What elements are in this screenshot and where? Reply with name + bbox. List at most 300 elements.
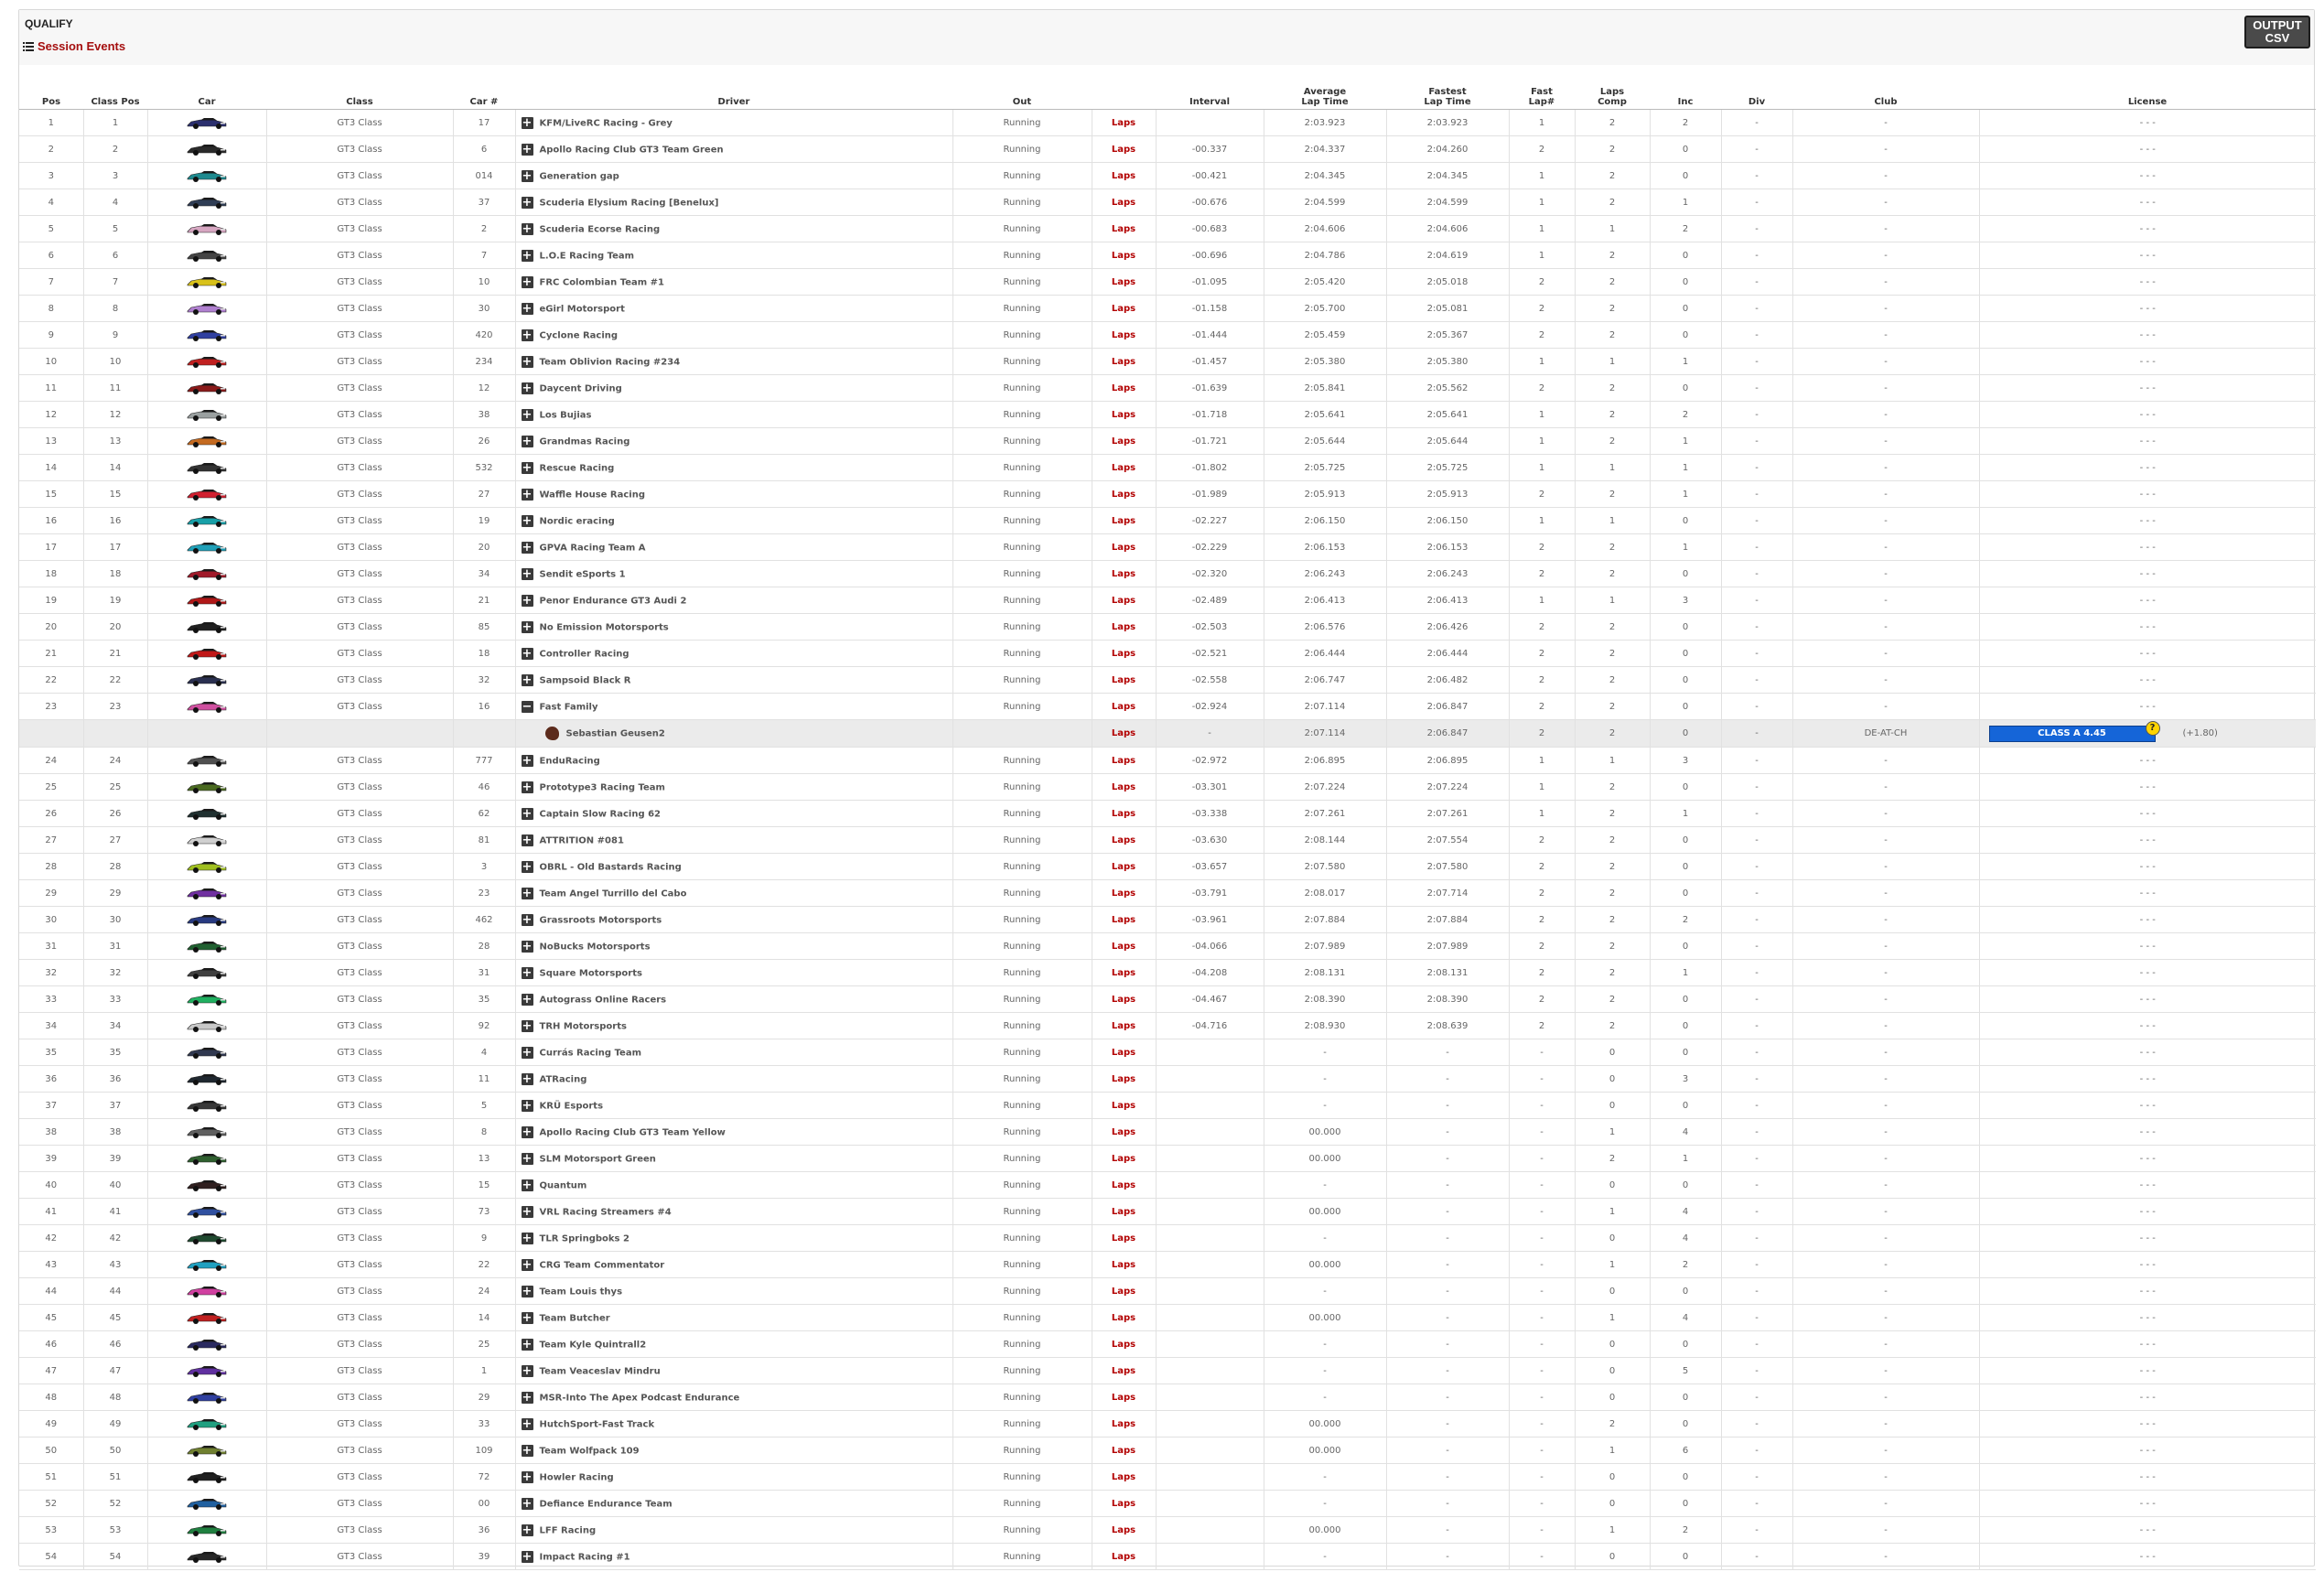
expand-icon[interactable]: +	[522, 1071, 533, 1086]
laps-completed-cell: 2	[1575, 1411, 1650, 1437]
fastest-lap-time-cell: 2:04.599	[1386, 189, 1509, 216]
expand-icon[interactable]: +	[522, 168, 533, 183]
expand-icon[interactable]: +	[522, 1231, 533, 1245]
class-position-cell: 29	[83, 880, 147, 907]
out-cell: Running	[952, 1066, 1092, 1093]
laps-link[interactable]: Laps	[1092, 1384, 1156, 1411]
laps-link[interactable]: Laps	[1092, 667, 1156, 694]
team-name: TLR Springboks 2	[539, 1233, 629, 1244]
expand-icon[interactable]: +	[522, 407, 533, 422]
laps-link[interactable]: Laps	[1092, 508, 1156, 534]
position-cell: 40	[19, 1172, 83, 1199]
average-lap-time-cell: 00.000	[1264, 1305, 1386, 1331]
license-cell: - - -	[1979, 402, 2316, 428]
output-csv-button[interactable]	[2244, 16, 2310, 48]
laps-link[interactable]: Laps	[1092, 269, 1156, 296]
laps-link[interactable]: Laps	[1092, 1252, 1156, 1278]
expand-icon[interactable]: +	[522, 115, 533, 130]
license-cell: - - -	[1979, 428, 2316, 455]
class-cell: GT3 Class	[266, 561, 453, 587]
laps-link[interactable]: Laps	[1092, 694, 1156, 720]
team-name: Captain Slow Racing 62	[539, 809, 661, 819]
fast-lap-number-cell: 2	[1509, 641, 1575, 667]
laps-completed-cell: 2	[1575, 880, 1650, 907]
laps-link[interactable]: Laps	[1092, 1358, 1156, 1384]
table-row	[19, 269, 2316, 296]
laps-completed-cell: 2	[1575, 1013, 1650, 1039]
average-lap-time-cell: 2:03.923	[1264, 110, 1386, 136]
car-livery-icon	[186, 1311, 228, 1325]
class-position-cell: 1	[83, 110, 147, 136]
expand-icon[interactable]: +	[522, 142, 533, 156]
expand-icon[interactable]: +	[522, 1416, 533, 1431]
laps-link[interactable]: Laps	[1092, 189, 1156, 216]
laps-completed-cell: 2	[1575, 375, 1650, 402]
position-cell: 47	[19, 1358, 83, 1384]
laps-completed-cell: 2	[1575, 322, 1650, 349]
help-icon[interactable]: ?	[2146, 721, 2160, 736]
results-panel	[18, 9, 2315, 1567]
interval-cell: -02.229	[1156, 534, 1264, 561]
fast-lap-number-cell: 2	[1509, 880, 1575, 907]
class-cell: GT3 Class	[266, 960, 453, 986]
laps-completed-cell: 2	[1575, 269, 1650, 296]
license-cell: - - -	[1979, 1411, 2316, 1437]
division-cell: -	[1721, 110, 1792, 136]
position-cell: 52	[19, 1491, 83, 1517]
expand-icon[interactable]: +	[522, 1098, 533, 1113]
car-cell	[147, 216, 266, 242]
expand-icon[interactable]: +	[522, 540, 533, 555]
laps-link[interactable]: Laps	[1092, 854, 1156, 880]
expand-icon[interactable]: +	[522, 1337, 533, 1351]
car-cell	[147, 614, 266, 641]
average-lap-time-cell: 2:04.606	[1264, 216, 1386, 242]
class-cell: GT3 Class	[266, 402, 453, 428]
fast-lap-number-cell: 2	[1509, 667, 1575, 694]
laps-link[interactable]: Laps	[1092, 960, 1156, 986]
laps-link[interactable]: Laps	[1092, 986, 1156, 1013]
incidents-cell: 2	[1650, 402, 1721, 428]
expand-icon[interactable]: +	[522, 328, 533, 342]
expand-icon[interactable]: +	[522, 886, 533, 900]
interval-cell: -01.444	[1156, 322, 1264, 349]
laps-link[interactable]: Laps	[1092, 748, 1156, 774]
car-livery-icon	[186, 1391, 228, 1405]
club-cell: -	[1792, 1437, 1979, 1464]
expand-icon[interactable]: +	[522, 487, 533, 501]
expand-icon[interactable]: +	[522, 673, 533, 687]
expand-icon[interactable]: +	[522, 965, 533, 980]
fast-lap-number-cell: -	[1509, 1491, 1575, 1517]
laps-link[interactable]: Laps	[1092, 242, 1156, 269]
expand-icon[interactable]: +	[522, 593, 533, 608]
laps-link[interactable]: Laps	[1092, 1517, 1156, 1544]
car-cell	[147, 163, 266, 189]
laps-completed-cell: 2	[1575, 641, 1650, 667]
position-cell: 21	[19, 641, 83, 667]
division-cell: -	[1721, 1464, 1792, 1491]
license-cell: - - -	[1979, 189, 2316, 216]
fast-lap-number-cell: -	[1509, 1225, 1575, 1252]
car-livery-icon	[186, 1338, 228, 1351]
car-number-cell: 00	[453, 1491, 515, 1517]
fast-lap-number-cell: 2	[1509, 296, 1575, 322]
car-number-cell: 7	[453, 242, 515, 269]
license-cell: - - -	[1979, 641, 2316, 667]
incidents-cell: 1	[1650, 1146, 1721, 1172]
club-cell: -	[1792, 1305, 1979, 1331]
laps-link[interactable]: Laps	[1092, 216, 1156, 242]
laps-link[interactable]: Laps	[1092, 1119, 1156, 1146]
laps-link[interactable]: Laps	[1092, 1411, 1156, 1437]
out-cell: Running	[952, 269, 1092, 296]
fast-lap-number-cell: -	[1509, 1172, 1575, 1199]
driver-cell	[515, 402, 952, 428]
out-cell: Running	[952, 189, 1092, 216]
incidents-cell: 4	[1650, 1199, 1721, 1225]
team-name: HutchSport-Fast Track	[539, 1419, 655, 1429]
incidents-cell: 0	[1650, 163, 1721, 189]
expand-icon[interactable]: +	[522, 513, 533, 528]
table-row	[19, 375, 2316, 402]
division-cell: -	[1721, 1199, 1792, 1225]
license-cell: - - -	[1979, 349, 2316, 375]
class-position-cell: 31	[83, 933, 147, 960]
laps-link[interactable]: Laps	[1092, 933, 1156, 960]
license-cell: - - -	[1979, 1013, 2316, 1039]
club-cell: -	[1792, 933, 1979, 960]
expand-icon[interactable]: +	[522, 1204, 533, 1219]
laps-link[interactable]: Laps	[1092, 322, 1156, 349]
license-cell: - - -	[1979, 1199, 2316, 1225]
license-cell: - - -	[1979, 163, 2316, 189]
laps-completed-cell: 2	[1575, 960, 1650, 986]
division-cell: -	[1721, 827, 1792, 854]
expand-icon[interactable]: +	[522, 833, 533, 847]
table-row	[19, 189, 2316, 216]
division-cell: -	[1721, 1305, 1792, 1331]
driver-cell	[515, 933, 952, 960]
car-cell	[147, 1544, 266, 1570]
out-cell: Running	[952, 428, 1092, 455]
laps-link[interactable]: Laps	[1092, 587, 1156, 614]
incidents-cell: 0	[1650, 1039, 1721, 1066]
average-lap-time-cell: 2:05.459	[1264, 322, 1386, 349]
club-cell: -	[1792, 960, 1979, 986]
expand-icon[interactable]: +	[522, 1496, 533, 1511]
team-name: Square Motorsports	[539, 968, 642, 978]
laps-link[interactable]: Laps	[1092, 720, 1156, 748]
laps-link[interactable]: Laps	[1092, 1146, 1156, 1172]
position-cell: 18	[19, 561, 83, 587]
laps-link[interactable]: Laps	[1092, 1464, 1156, 1491]
expand-icon[interactable]: +	[522, 221, 533, 236]
team-name: Team Angel Turrillo del Cabo	[539, 888, 687, 899]
expand-icon[interactable]: +	[522, 1523, 533, 1537]
laps-link[interactable]: Laps	[1092, 375, 1156, 402]
expand-icon[interactable]: +	[522, 1018, 533, 1033]
division-cell: -	[1721, 296, 1792, 322]
car-cell	[147, 667, 266, 694]
team-name: eGirl Motorsport	[539, 304, 625, 314]
laps-link[interactable]: Laps	[1092, 641, 1156, 667]
class-cell: GT3 Class	[266, 269, 453, 296]
incidents-cell: 0	[1650, 880, 1721, 907]
class-position-cell: 34	[83, 1013, 147, 1039]
club-cell: -	[1792, 1066, 1979, 1093]
division-cell: -	[1721, 1039, 1792, 1066]
class-position-cell: 32	[83, 960, 147, 986]
interval-cell	[1156, 1252, 1264, 1278]
laps-completed-cell: 0	[1575, 1066, 1650, 1093]
laps-link[interactable]: Laps	[1092, 1278, 1156, 1305]
table-row	[19, 1278, 2316, 1305]
out-cell: Running	[952, 694, 1092, 720]
license-cell: - - -	[1979, 216, 2316, 242]
average-lap-time-cell: 2:05.644	[1264, 428, 1386, 455]
interval-cell: -03.657	[1156, 854, 1264, 880]
laps-link[interactable]: Laps	[1092, 481, 1156, 508]
average-lap-time-cell: -	[1264, 1225, 1386, 1252]
laps-link[interactable]: Laps	[1092, 774, 1156, 801]
laps-link[interactable]: Laps	[1092, 1225, 1156, 1252]
car-cell	[147, 136, 266, 163]
car-livery-icon	[186, 887, 228, 900]
expand-icon[interactable]: +	[522, 1284, 533, 1298]
license-delta: (+1.80)	[2182, 728, 2218, 738]
out-cell: Running	[952, 986, 1092, 1013]
team-name: L.O.E Racing Team	[539, 251, 635, 261]
expand-icon[interactable]: +	[522, 1443, 533, 1458]
driver-cell	[515, 1437, 952, 1464]
table-row	[19, 1517, 2316, 1544]
expand-icon[interactable]: +	[522, 381, 533, 395]
expand-icon[interactable]: +	[522, 1470, 533, 1484]
expand-icon[interactable]: +	[522, 434, 533, 448]
laps-link[interactable]: Laps	[1092, 1305, 1156, 1331]
license-cell: - - -	[1979, 269, 2316, 296]
expand-icon[interactable]: +	[522, 859, 533, 874]
expand-icon[interactable]: +	[522, 1125, 533, 1139]
fast-lap-number-cell: -	[1509, 1331, 1575, 1358]
fast-lap-number-cell: -	[1509, 1411, 1575, 1437]
expand-icon[interactable]: +	[522, 619, 533, 634]
car-number-cell: 420	[453, 322, 515, 349]
table-row	[19, 880, 2316, 907]
expand-icon[interactable]: +	[522, 460, 533, 475]
session-events-link[interactable]	[23, 39, 125, 53]
results-table	[19, 76, 2316, 1570]
fast-lap-number-cell: 1	[1509, 587, 1575, 614]
driver-cell	[515, 1278, 952, 1305]
expand-icon[interactable]: +	[522, 566, 533, 581]
out-cell: Running	[952, 1013, 1092, 1039]
empty-cell	[83, 720, 147, 748]
laps-completed-cell: 1	[1575, 587, 1650, 614]
column-header-out: Out	[952, 76, 1092, 110]
class-cell: GT3 Class	[266, 322, 453, 349]
fast-lap-number-cell: -	[1509, 1093, 1575, 1119]
expand-icon[interactable]: +	[522, 248, 533, 263]
average-lap-time-cell: 2:08.930	[1264, 1013, 1386, 1039]
expand-icon[interactable]: +	[522, 1549, 533, 1564]
class-position-cell: 2	[83, 136, 147, 163]
car-livery-icon	[186, 1179, 228, 1192]
laps-link[interactable]: Laps	[1092, 534, 1156, 561]
fastest-lap-time-cell: -	[1386, 1491, 1509, 1517]
expand-icon[interactable]: +	[522, 195, 533, 210]
team-name: Team Veaceslav Mindru	[539, 1366, 661, 1376]
division-cell: -	[1721, 986, 1792, 1013]
team-name: Apollo Racing Club GT3 Team Yellow	[539, 1127, 726, 1137]
laps-link[interactable]: Laps	[1092, 561, 1156, 587]
expand-icon[interactable]: +	[522, 780, 533, 794]
expand-icon[interactable]: +	[522, 301, 533, 316]
laps-link[interactable]: Laps	[1092, 110, 1156, 136]
expand-icon[interactable]: +	[522, 912, 533, 927]
class-position-cell: 30	[83, 907, 147, 933]
out-cell: Running	[952, 827, 1092, 854]
car-number-cell: 777	[453, 748, 515, 774]
car-cell	[147, 1517, 266, 1544]
position-cell: 8	[19, 296, 83, 322]
expand-icon[interactable]: +	[522, 1045, 533, 1060]
expand-icon[interactable]: +	[522, 275, 533, 289]
table-row	[19, 163, 2316, 189]
laps-link[interactable]: Laps	[1092, 1199, 1156, 1225]
expand-icon[interactable]: +	[522, 992, 533, 1007]
incidents-cell: 2	[1650, 1517, 1721, 1544]
expand-icon[interactable]: +	[522, 1178, 533, 1192]
laps-link[interactable]: Laps	[1092, 136, 1156, 163]
license-cell: - - -	[1979, 774, 2316, 801]
laps-link[interactable]: Laps	[1092, 907, 1156, 933]
division-cell: -	[1721, 242, 1792, 269]
car-cell	[147, 1278, 266, 1305]
expand-icon[interactable]: +	[522, 1390, 533, 1405]
fastest-lap-time-cell: 2:07.714	[1386, 880, 1509, 907]
laps-link[interactable]: Laps	[1092, 428, 1156, 455]
car-number-cell: 13	[453, 1146, 515, 1172]
expand-icon[interactable]: +	[522, 1310, 533, 1325]
out-cell: Running	[952, 801, 1092, 827]
out-cell: Running	[952, 854, 1092, 880]
club-cell: -	[1792, 1013, 1979, 1039]
collapse-icon[interactable]: −	[522, 699, 533, 714]
laps-link[interactable]: Laps	[1092, 163, 1156, 189]
expand-icon[interactable]: +	[522, 1363, 533, 1378]
laps-link[interactable]: Laps	[1092, 614, 1156, 641]
laps-link[interactable]: Laps	[1092, 1331, 1156, 1358]
car-livery-icon	[186, 1072, 228, 1086]
car-cell	[147, 1384, 266, 1411]
car-cell	[147, 1119, 266, 1146]
expand-icon[interactable]: +	[522, 1151, 533, 1166]
laps-link[interactable]: Laps	[1092, 801, 1156, 827]
class-position-cell: 39	[83, 1146, 147, 1172]
expand-icon[interactable]: +	[522, 753, 533, 768]
laps-link[interactable]: Laps	[1092, 827, 1156, 854]
incidents-cell: 0	[1650, 1384, 1721, 1411]
class-cell: GT3 Class	[266, 587, 453, 614]
fast-lap-number-cell: 1	[1509, 349, 1575, 375]
driver-cell	[515, 1384, 952, 1411]
laps-link[interactable]: Laps	[1092, 1544, 1156, 1570]
laps-link[interactable]: Laps	[1092, 402, 1156, 428]
team-name: Team Wolfpack 109	[539, 1446, 640, 1456]
laps-link[interactable]: Laps	[1092, 1066, 1156, 1093]
class-cell: GT3 Class	[266, 163, 453, 189]
incidents-cell: 0	[1650, 1411, 1721, 1437]
class-cell: GT3 Class	[266, 1384, 453, 1411]
car-livery-icon	[186, 1417, 228, 1431]
laps-completed-cell: 2	[1575, 163, 1650, 189]
expand-icon[interactable]: +	[522, 354, 533, 369]
laps-link[interactable]: Laps	[1092, 1437, 1156, 1464]
laps-link[interactable]: Laps	[1092, 1013, 1156, 1039]
expand-icon[interactable]: +	[522, 806, 533, 821]
driver-detail-row	[19, 720, 2316, 748]
laps-link[interactable]: Laps	[1092, 296, 1156, 322]
driver-cell	[515, 827, 952, 854]
division-cell: -	[1721, 641, 1792, 667]
average-lap-time-cell: 2:08.017	[1264, 880, 1386, 907]
car-cell	[147, 960, 266, 986]
car-number-cell: 462	[453, 907, 515, 933]
laps-link[interactable]: Laps	[1092, 1039, 1156, 1066]
expand-icon[interactable]: +	[522, 939, 533, 953]
club-cell: -	[1792, 1331, 1979, 1358]
division-cell: -	[1721, 748, 1792, 774]
club-cell: -	[1792, 880, 1979, 907]
division-cell: -	[1721, 1517, 1792, 1544]
fastest-lap-time-cell: -	[1386, 1199, 1509, 1225]
driver-cell	[515, 561, 952, 587]
team-name: VRL Racing Streamers #4	[539, 1207, 672, 1217]
fastest-lap-time-cell: -	[1386, 1331, 1509, 1358]
driver-cell	[515, 694, 952, 720]
fastest-lap-time-cell: -	[1386, 1517, 1509, 1544]
car-livery-icon	[186, 249, 228, 263]
laps-link[interactable]: Laps	[1092, 349, 1156, 375]
laps-link[interactable]: Laps	[1092, 455, 1156, 481]
laps-link[interactable]: Laps	[1092, 880, 1156, 907]
team-name: Team Louis thys	[539, 1287, 623, 1297]
column-header-fast-lap-number: Fast Lap#	[1509, 76, 1575, 110]
car-number-cell: 32	[453, 667, 515, 694]
out-cell: Running	[952, 1331, 1092, 1358]
laps-link[interactable]: Laps	[1092, 1093, 1156, 1119]
class-position-cell: 27	[83, 827, 147, 854]
laps-link[interactable]: Laps	[1092, 1172, 1156, 1199]
car-cell	[147, 1411, 266, 1437]
table-row	[19, 136, 2316, 163]
incidents-cell: 1	[1650, 428, 1721, 455]
car-cell	[147, 110, 266, 136]
laps-link[interactable]: Laps	[1092, 1491, 1156, 1517]
position-cell: 7	[19, 269, 83, 296]
driver-cell	[515, 216, 952, 242]
table-row	[19, 1199, 2316, 1225]
laps-completed-cell: 2	[1575, 534, 1650, 561]
expand-icon[interactable]: +	[522, 1257, 533, 1272]
team-name: ATRacing	[539, 1074, 587, 1084]
fast-lap-number-cell: 2	[1509, 933, 1575, 960]
expand-icon[interactable]: +	[522, 646, 533, 661]
car-cell	[147, 1437, 266, 1464]
class-cell: GT3 Class	[266, 1358, 453, 1384]
